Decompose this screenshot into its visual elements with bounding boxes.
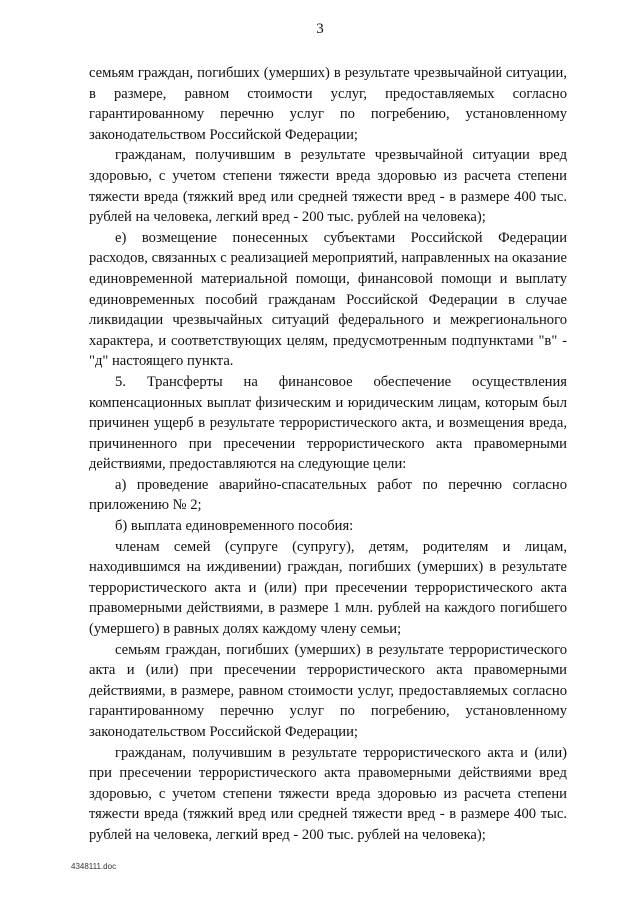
- paragraph: а) проведение аварийно-спасательных работ по перечню согласно приложению № 2;: [89, 476, 567, 514]
- paragraph: е) возмещение понесенных субъектами Российской Федерации расходов, связанных с реализацией мероприятий, направленных на оказание единовременной материальной помощи, финансовой помощи и выплату единовременных пособий гражданам Российской Федерации в случае ликвидации чрезвычайных ситуаций федерального и межрегионального характера, и соответствующих целям, предусмотренным подпунктами "в" - "д" настоящего пункта.: [89, 229, 567, 370]
- paragraph: семьям граждан, погибших (умерших) в результате чрезвычайной ситуации, в размере, равном стоимости услуг, предоставляемых согласно гарантированному перечню услуг по погребению, установленному законодательством Российской Федерации;: [89, 65, 567, 143]
- paragraph: 5. Трансферты на финансовое обеспечение осуществления компенсационных выплат физическим и юридическим лицам, которым был причинен ущерб в результате террористического акта, и возмещения вреда, причиненного при пресечении террористического акта правомерными действиями, предоставляются на следующие цели:: [89, 373, 567, 473]
- paragraph: б) выплата единовременного пособия:: [115, 518, 354, 535]
- paragraph: гражданам, получившим в результате террористического акта и (или) при пресечении террористического акта правомерными действиями вред здоровью, с учетом степени тяжести вреда здоровью из расчета степени тяжести вреда (тяжкий вред или средней тяжести вред - в размере 400 тыс. рублей на человека, легкий вред - 200 тыс. рублей на человека);: [89, 744, 567, 843]
- footer-file-name: 4348111.doc: [71, 862, 117, 871]
- page-number: 3: [316, 21, 324, 37]
- paragraph: семьям граждан, погибших (умерших) в результате террористического акта и (или) при пресечении террористического акта правомерными действиями, в размере, равном стоимости услуг, предоставляемых согласно гарантированному перечню услуг по погребению, установленному законодательством Российской Федерации;: [89, 641, 567, 740]
- paragraph: членам семей (супруге (супругу), детям, родителям и лицам, находившимся на иждивении) граждан, погибших (умерших) в результате террористического акта и (или) при пресечении террористического акта правомерными действиями, в размере 1 млн. рублей на каждого погибшего (умершего) в равных долях каждому члену семьи;: [89, 538, 567, 638]
- document-body: [89, 63, 567, 846]
- paragraph: гражданам, получившим в результате чрезвычайной ситуации вред здоровью, с учетом степени тяжести вреда здоровью из расчета степени тяжести вреда (тяжкий вред или средней тяжести вред - в размере 400 тыс. рублей на человека, легкий вред - 200 тыс. рублей на человека);: [89, 147, 567, 226]
